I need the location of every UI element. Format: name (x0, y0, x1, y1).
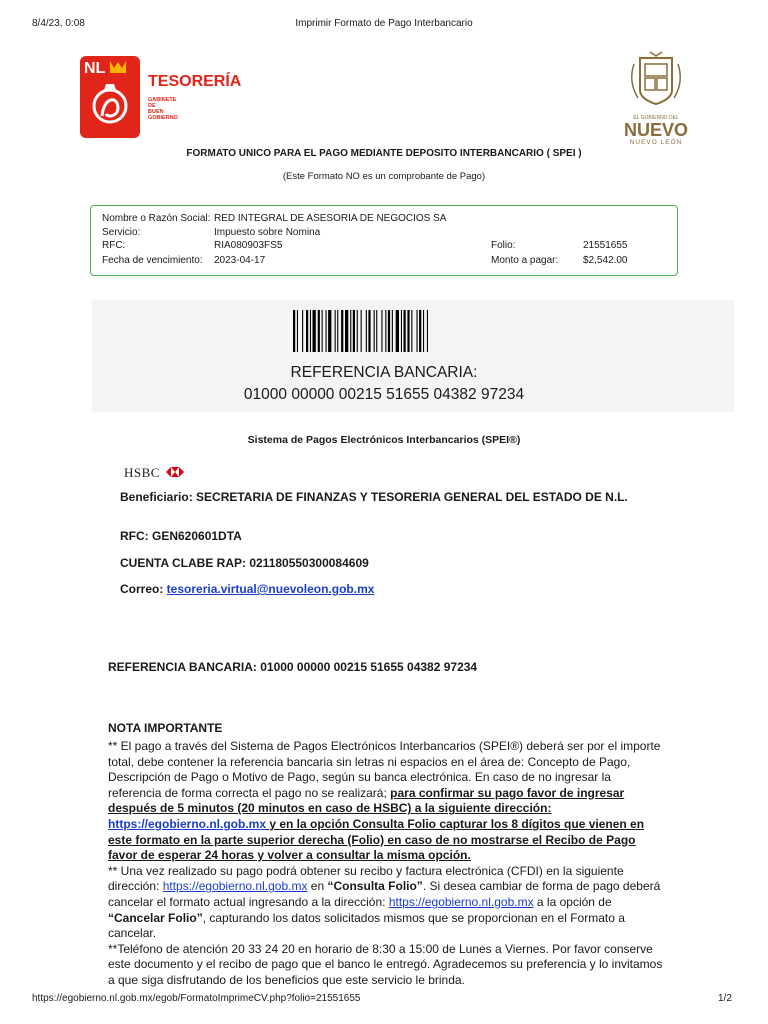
egobierno-link-3[interactable]: https://egobierno.nl.gob.mx (388, 894, 534, 909)
nota-paragraph-1: ** El pago a través del Sistema de Pagos Electrónicos Interbancarios (SPEI®) deberá ser por el importe total, debe contener la referencia bancaria sin letras ni espacios en el área de: Concepto de Pago, Descripción de Pago o Motivo de Pago, según su banca electrónica. En caso de no ingresar la referencia de forma correcta el pago no se realizará; para confirmar su pago favor de ingresar después de 5 minutos (20 minutos en caso de HSBC) a la siguiente dirección: https://egobierno.nl.gob.mx y en la opción Consulta Folio capturar los 8 dígitos que vienen en este formato en la parte superior derecha (Folio) en caso de no mostrarse el Recibo de Pago favor de esperar 24 horas y volver a consultar la misma opción. (108, 739, 661, 863)
barcode-image (293, 310, 475, 352)
folio-value: 21551655 (583, 240, 628, 251)
footer-page: 1/2 (718, 993, 732, 1004)
reference-label: REFERENCIA BANCARIA: (290, 364, 478, 381)
logo-gobierno-small: EL GOBIERNO DEL (633, 115, 679, 121)
coat-of-arms-icon (620, 50, 692, 108)
nota-body (108, 739, 663, 989)
beneficiary-line: Beneficiario: SECRETARIA DE FINANZAS Y TESORERIA GENERAL DEL ESTADO DE N.L. (120, 490, 628, 504)
tesoreria-logo (80, 56, 242, 143)
vencimiento-label: Fecha de vencimiento: (102, 255, 203, 266)
nota-paragraph-3: **Teléfono de atención 20 33 24 20 en horario de 8:30 a 15:00 de Lunes a Viernes. Por favor conserve este documento y el recibo de pago que el banco le entregó. Agradecemos su preferencia y lo invitamos a que siga disfrutando de los beneficios que este servicio le brinda. (108, 941, 663, 987)
beneficiary-rfc: RFC: GEN620601DTA (120, 529, 242, 543)
hsbc-logo (124, 464, 184, 480)
logo-nl-text: NL (84, 60, 106, 77)
nota-paragraph-2: ** Una vez realizado su pago podrá obtener su recibo y factura electrónica (CFDI) en la siguiente dirección: https://egobierno.nl.gob.mx en “Consulta Folio”. Si desea cambiar de forma de pago deberá cancelar el formato actual ingresando a la dirección: https://egobierno.nl.gob.mx a la opción de “Cancelar Folio”, capturando los datos solicitados mismos que se proporcionan en el Formato a cancelar. (108, 863, 661, 941)
servicio-value: Impuesto sobre Nomina (214, 227, 321, 238)
nota-title: NOTA IMPORTANTE (108, 721, 223, 735)
print-page-title: Imprimir Formato de Pago Interbancario (295, 18, 473, 29)
vencimiento-value: 2023-04-17 (214, 255, 266, 266)
print-datetime: 8/4/23, 0:08 (32, 18, 85, 29)
clabe-line: CUENTA CLABE RAP: 021180550300084609 (120, 556, 369, 570)
payment-info-box (90, 205, 678, 276)
monto-label: Monto a pagar: (491, 255, 559, 266)
gobierno-nuevo-leon-logo (620, 50, 692, 146)
reference-line: REFERENCIA BANCARIA: 01000 00000 00215 51655 04382 97234 (108, 660, 478, 674)
reference-number: 01000 00000 00215 51655 04382 97234 (243, 386, 525, 403)
footer-url: https://egobierno.nl.gob.mx/egob/FormatoImprimeCV.php?folio=21551655 (32, 993, 361, 1004)
folio-label: Folio: (491, 240, 516, 251)
document-title: FORMATO UNICO PARA EL PAGO MEDIANTE DEPOSITO INTERBANCARIO ( SPEI ) (186, 148, 582, 159)
servicio-label: Servicio: (102, 227, 141, 238)
logo-nuevo-leon-text: NUEVO LEÓN (629, 139, 683, 146)
logo-tesoreria-sub: GABINETE DE BUEN GOBIERNO (148, 97, 178, 121)
logo-tesoreria-name: TESORERÍA (148, 73, 242, 90)
rfc-value: RIA080903FS5 (214, 240, 283, 251)
razon-social-label: Nombre o Razón Social: (102, 213, 211, 224)
correo-link[interactable]: tesoreria.virtual@nuevoleon.gob.mx (166, 582, 375, 596)
hsbc-hexagon-icon (166, 467, 184, 477)
correo-label: Correo: (120, 582, 167, 596)
egobierno-link-1[interactable]: https://egobierno.nl.gob.mx (108, 816, 266, 831)
egobierno-link-2[interactable]: https://egobierno.nl.gob.mx (162, 879, 308, 894)
hsbc-name: HSBC (124, 465, 160, 480)
logo-nuevo-text: NUEVO (623, 120, 688, 140)
spei-title: Sistema de Pagos Electrónicos Interbancarios (SPEI®) (247, 434, 521, 446)
document-subtitle: (Este Formato NO es un comprobante de Pago) (282, 171, 486, 182)
tesoreria-emblem-icon (80, 56, 140, 138)
correo-line (120, 582, 374, 596)
rfc-label: RFC: (102, 240, 126, 251)
monto-value: $2,542.00 (583, 255, 628, 266)
razon-social-value: RED INTEGRAL DE ASESORIA DE NEGOCIOS SA (214, 213, 447, 224)
